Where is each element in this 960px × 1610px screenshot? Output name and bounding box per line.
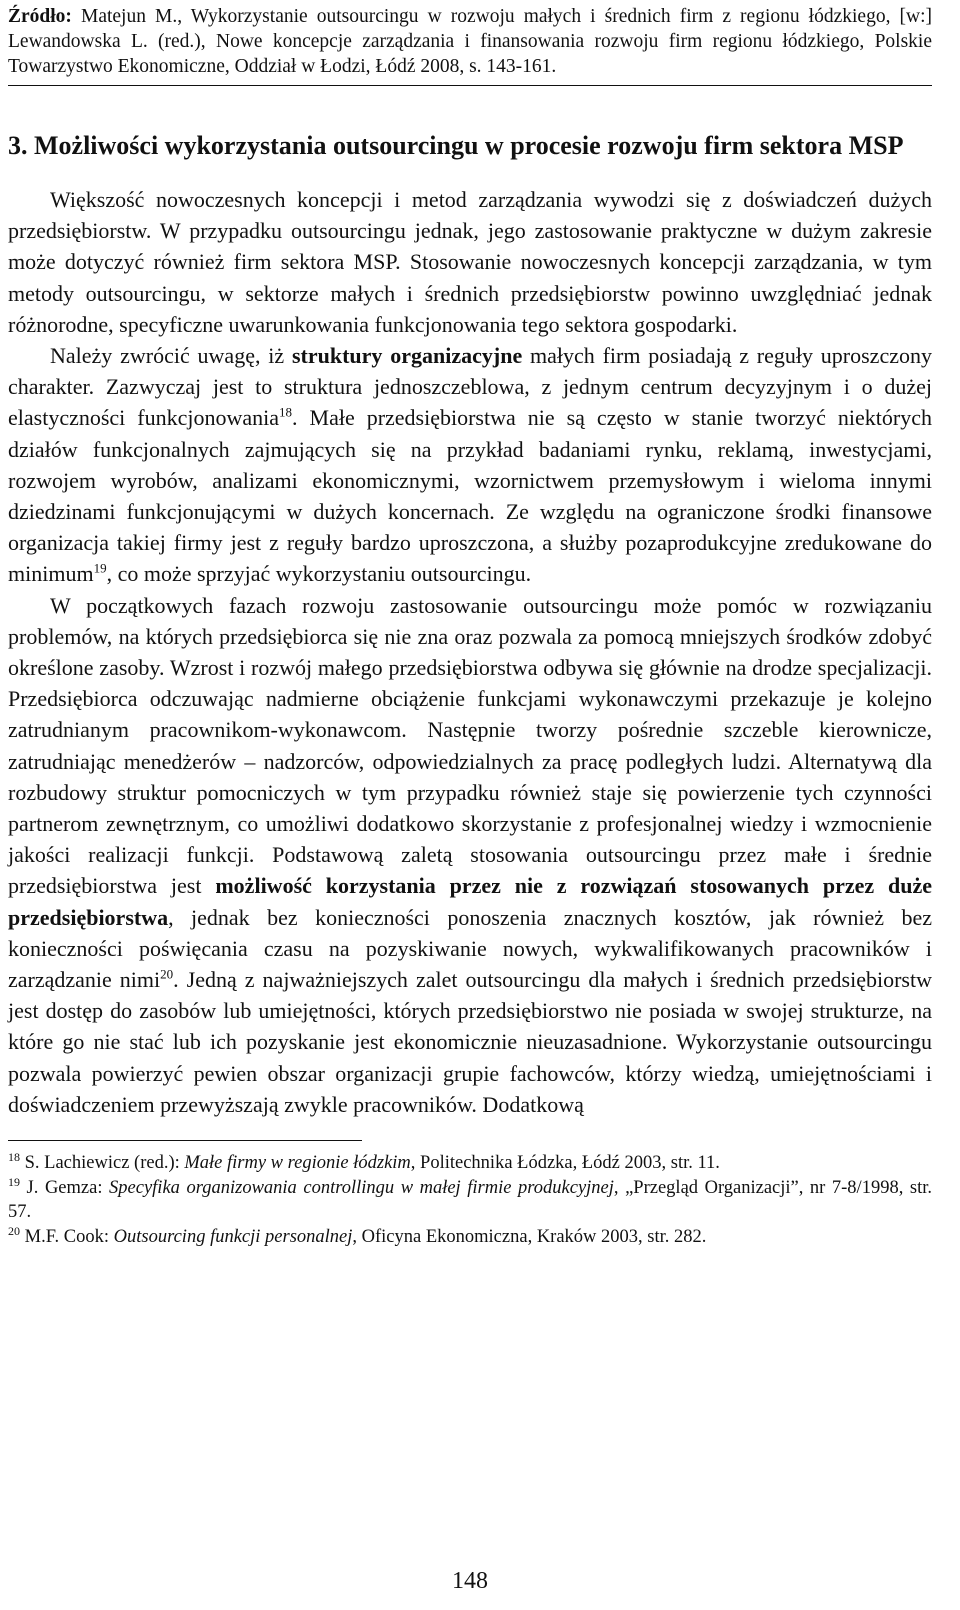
footnote-18-title: Małe firmy w regionie łódzkim [184,1153,411,1174]
footnote-19 [8,1176,932,1225]
footnotes [8,1151,932,1249]
source-citation [8,4,932,79]
footnote-ref-18: 18 [279,405,293,421]
footnote-19-text-a: J. Gemza: [20,1177,110,1198]
emphasis-advantage: możliwość korzystania przez nie z rozwiązań stosowanych przez duże przedsiębiorstwa [8,873,933,930]
paragraph-3 [8,590,932,1120]
emphasis-structures: struktury organizacyjne [291,343,523,369]
paragraph-2 [8,340,932,590]
footnote-number-18: 18 [8,1149,20,1164]
paragraph-3-text-a: W początkowych fazach rozwoju zastosowanie outsourcingu może pomóc w rozwiązaniu problemów, na których przedsiębiorca się nie zna oraz pozwala za pomocą mniejszych środków zdobyć określone zasoby. Wzrost i rozwój małego przedsiębiorstwa odbywa się głównie na drodze specjalizacji. Przedsiębiorca odczuwając nadmierne obciążenie funkcjami wykonawczymi przekazuje je kolejno zatrudnianym pracownikom-wykonawcom. Następnie tworzy pośrednie szczeble kierownicze, zatrudniając menedżerów – nadzorców, odpowiedzialnych za pracę podległych ludzi. Alternatywą dla rozbudowy struktur pomocniczych w tym przypadku również staje się powierzenie tych czynności partnerom zewnętrznym, co umożliwi dodatkowo skorzystanie z profesjonalnej wiedzy i wzmocnienie jakości realizacji funkcji. Podstawową zaletą stosowania outsourcingu przez małe i średnie przedsiębiorstwa jest [8,592,932,899]
header-rule [8,85,932,86]
paragraph-1: Większość nowoczesnych koncepcji i metod zarządzania wywodzi się z doświadczeń dużych przedsiębiorstw. W przypadku outsourcingu jednak, jego zastosowanie praktyczne w dużym zakresie może dotyczyć również firm sektora MSP. Stosowanie nowoczesnych koncepcji zarządzania, w tym metody outsourcingu, w sektorze małych i średnich przedsiębiorstw powinno uwzględniać jednak różnorodne, specyficzne uwarunkowania funkcjonowania tego sektora gospodarki. [8,187,932,337]
footnote-number-20: 20 [8,1223,20,1238]
source-label: Źródło: [8,6,72,27]
footnote-number-19: 19 [8,1174,20,1189]
paragraph-2-text-a: Należy zwrócić uwagę, iż [50,343,292,369]
source-text: Matejun M., Wykorzystanie outsourcingu w rozwoju małych i średnich firm z regionu łódzkiego, [w:] Lewandowska L. (red.), Nowe koncepcje zarządzania i finansowania rozwoju firm regionu łódzkiego, Polskie Towarzystwo Ekonomiczne, Oddział w Łodzi, Łódź 2008, s. 143-161. [8,6,932,77]
footnote-19-title: Specyfika organizowania controllingu w małej firmie produkcyjnej [109,1177,614,1198]
footnote-18-text-a: S. Lachiewicz (red.): [20,1153,185,1174]
paragraph-2-text-b: małych firm posiadają z reguły uproszczony charakter. Zazwyczaj jest to struktura jednoszczeblowa, z jednym centrum decyzyjnym i o dużej elastyczności funkcjonowania [8,343,932,431]
section-heading: 3. Możliwości wykorzystania outsourcingu w procesie rozwoju firm sektora MSP [8,131,904,160]
paragraph-2-text-c: . Małe przedsiębiorstwa nie są często w stanie tworzyć niektórych działów funkcjonalnych zajmujących się na przykład badaniami rynku, reklamą, inwestycjami, rozwojem wyrobów, analizami ekonomicznymi, wzornictwem przemysłowym i wieloma innymi dziedzinami funkcjonującymi w dużych koncernach. Ze względu na ograniczone środki finansowe organizacja takiej firmy jest z reguły bardzo uproszczona, a służby pozaprodukcyjne zredukowane do minimum [8,405,933,587]
footnote-20-text-a: M.F. Cook: [20,1226,114,1247]
footnote-separator [8,1140,362,1141]
footnote-20-text-b: , Oficyna Ekonomiczna, Kraków 2003, str. 282. [352,1226,707,1247]
footnote-ref-19: 19 [93,561,107,577]
document-page [8,0,932,1249]
footnote-20-title: Outsourcing funkcji personalnej [113,1226,353,1247]
footnote-18-text-b: , Politechnika Łódzka, Łódź 2003, str. 11. [410,1153,720,1174]
paragraph-2-text-d: , co może sprzyjać wykorzystaniu outsourcingu. [106,561,532,587]
footnote-ref-20: 20 [160,966,174,982]
page-number: 148 [452,1568,488,1594]
paragraph-3-text-c: . Jedną z najważniejszych zalet outsourcingu dla małych i średnich przedsiębiorstw jest dostęp do zasobów lub umiejętności, których przedsiębiorstwo nie posiada w swojej strukturze, na które go nie stać lub ich pozyskanie jest ekonomicznie nieuzasadnione. Wykorzystanie outsourcingu pozwala powierzyć pewien obszar organizacji grupie fachowców, którzy wiedzą, umiejętnościami i doświadczeniem przewyższają zwykle pracowników. Dodatkową [8,967,932,1117]
footnote-18 [8,1151,932,1176]
footnote-20 [8,1225,932,1250]
body-text [8,184,932,1120]
paragraph-3-text-b: , jednak bez konieczności ponoszenia znacznych kosztów, jak również bez konieczności poświęcania czasu na pozyskiwanie nowych, wykwalifikowanych pracowników i zarządzanie nimi [8,904,932,993]
footnote-19-text-b: , „Przegląd Organizacji”, nr 7-8/1998, str. 57. [8,1177,932,1223]
